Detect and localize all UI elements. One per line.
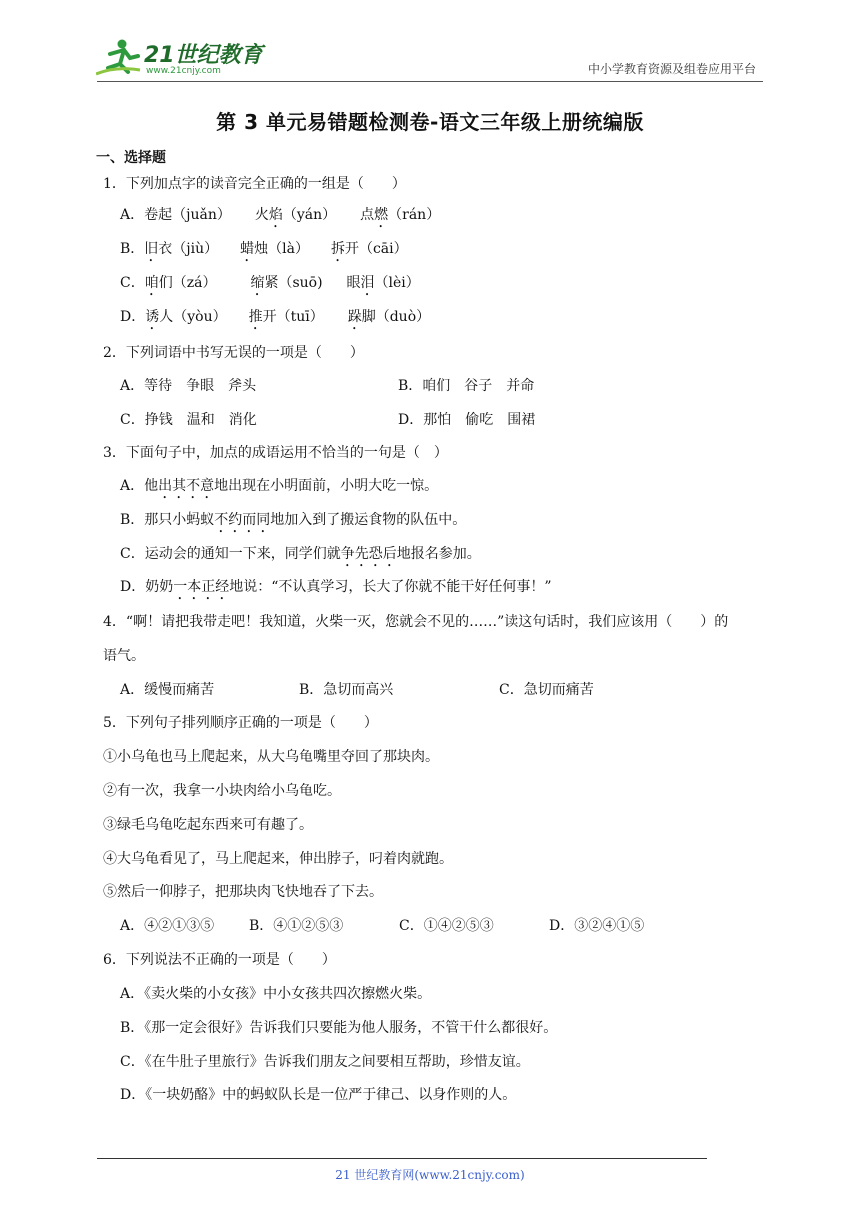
question-4-option-b[interactable]: B．急切而高兴 [299,682,394,698]
option-text: 烛（là） [254,241,309,257]
platform-name: 中小学教育资源及组卷应用平台 [587,62,756,76]
question-5-option-d[interactable]: D．③②④①⑤ [549,918,645,934]
question-1-option-d[interactable] [120,308,430,333]
option-text: 们（zá） [158,275,217,291]
option-text: （lèi） [374,275,420,291]
option-text: 起（juǎn） [158,207,231,223]
option-text: D．奶奶 [120,579,174,595]
dotted-char: 缩 [250,275,265,291]
dotted-idiom: 出其不意 [158,478,215,494]
option-text: （rán） [388,207,441,223]
question-6-option-c[interactable]: C．《在牛肚子里旅行》告诉我们朋友之间要相互帮助，珍惜友谊。 [120,1054,530,1070]
dotted-char: 诱 [145,309,160,325]
question-2-option-d[interactable]: D．那怕 偷吃 围裙 [398,412,536,428]
option-text: 脚（duò） [361,309,431,325]
question-5-stem: 5．下列句子排列顺序正确的一项是（ ） [103,715,378,731]
question-2-stem: 2．下列词语中书写无误的一项是（ ） [103,345,364,361]
dotted-char: 拆 [330,241,345,257]
option-text: B． [120,241,145,257]
section-heading: 一、选择题 [96,150,166,166]
question-6-stem: 6．下列说法不正确的一项是（ ） [103,952,336,968]
option-text: C．运动会的通知一下来，同学们就 [120,546,341,562]
question-6-option-a[interactable]: A．《卖火柴的小女孩》中小女孩共四次擦燃火柴。 [120,986,432,1002]
option-text: 地出现在小明面前，小明大吃一惊。 [214,478,439,494]
dotted-char: 旧 [144,241,159,257]
question-5-option-b[interactable]: B．④①②⑤③ [249,918,344,934]
page-title: 第 3 单元易错题检测卷-语文三年级上册统编版 [216,110,644,134]
question-3-option-a[interactable] [120,477,438,502]
question-1-stem: 1．下列加点字的读音完全正确的一组是（ ） [103,176,406,192]
question-6-option-d[interactable]: D．《一块奶酪》中的蚂蚁队长是一位严于律己、以身作则的人。 [120,1087,517,1103]
option-text: 地加入到了搬运食物的队伍中。 [270,512,467,528]
option-text: D． [120,309,146,325]
question-1-option-c[interactable] [120,274,420,299]
question-4-option-c[interactable]: C．急切而痛苦 [499,682,594,698]
option-text: （yán） [282,207,337,223]
dotted-char: 咱 [144,275,159,291]
footer-link[interactable]: 21 世纪教育网(www.21cnjy.com) [335,1168,525,1182]
question-6-option-b[interactable]: B．《那一定会很好》告诉我们只要能为他人服务，不管干什么都很好。 [120,1020,558,1036]
question-5-sentence-3: ③绿毛乌龟吃起东西来可有趣了。 [103,817,313,833]
question-5-sentence-2: ②有一次，我拿一小块肉给小乌龟吃。 [103,783,341,799]
header-divider [97,81,763,82]
question-5-sentence-4: ④大乌龟看见了，马上爬起来，伸出脖子，叼着肉就跑。 [103,851,453,867]
logo-url: www.21cnjy.com [146,66,221,76]
question-4-stem-cont: 语气。 [103,648,145,664]
question-3-option-c[interactable] [120,545,481,570]
dotted-char: 泪 [360,275,375,291]
option-text: 点 [360,207,375,223]
dotted-char: 蜡 [240,241,255,257]
question-2-option-c[interactable]: C．挣钱 温和 消化 [120,412,257,428]
question-4-stem: 4．“啊！请把我带走吧！我知道，火柴一灭，您就会不见的……”读这句话时，我们应该用（ ）的 [103,614,729,630]
site-logo[interactable] [96,36,263,80]
question-3-option-b[interactable] [120,511,466,536]
dotted-char: 焰 [268,207,283,223]
dotted-idiom: 争先恐后 [340,546,397,562]
question-4-option-a[interactable]: A．缓慢而痛苦 [120,682,215,698]
option-text: A．他 [120,478,159,494]
question-3-option-d[interactable] [120,578,552,603]
dotted-char: 推 [248,309,263,325]
dotted-char: 跺 [347,309,362,325]
question-2-option-a[interactable]: A．等待 争眼 斧头 [120,378,257,394]
option-text: 开（cāi） [344,241,408,257]
option-text: 衣（jiù） [158,241,219,257]
option-text: 地说：“不认真学习，长大了你就不能干好任何事！” [229,579,552,595]
option-text: C． [120,275,145,291]
question-5-option-a[interactable]: A．④②①③⑤ [120,918,215,934]
question-5-option-c[interactable]: C．①④②⑤③ [399,918,494,934]
option-text: 紧（suō) [264,275,323,291]
option-text: 人（yòu） [159,309,227,325]
logo-text: 21世纪教育 [144,43,263,68]
question-5-sentence-1: ①小乌龟也马上爬起来，从大乌龟嘴里夺回了那块肉。 [103,749,439,765]
option-text: 火 [254,207,269,223]
question-1-option-b[interactable] [120,240,408,265]
question-1-option-a[interactable] [120,206,440,231]
question-3-stem: 3．下面句子中，加点的成语运用不恰当的一句是（ ） [103,445,448,461]
question-2-option-b[interactable]: B．咱们 谷子 并命 [398,378,535,394]
dotted-char: 燃 [374,207,389,223]
question-5-sentence-5: ⑤然后一仰脖子，把那块肉飞快地吞了下去。 [103,884,383,900]
option-text: 地报名参加。 [396,546,481,562]
option-text: B．那只小蚂蚁 [120,512,215,528]
option-text: 开（tuī） [262,309,324,325]
option-text: A．卷 [120,207,159,223]
footer-divider [97,1158,707,1159]
dotted-idiom: 一本正经 [173,579,230,595]
dotted-idiom: 不约而同 [214,512,271,528]
option-text: 眼 [346,275,361,291]
